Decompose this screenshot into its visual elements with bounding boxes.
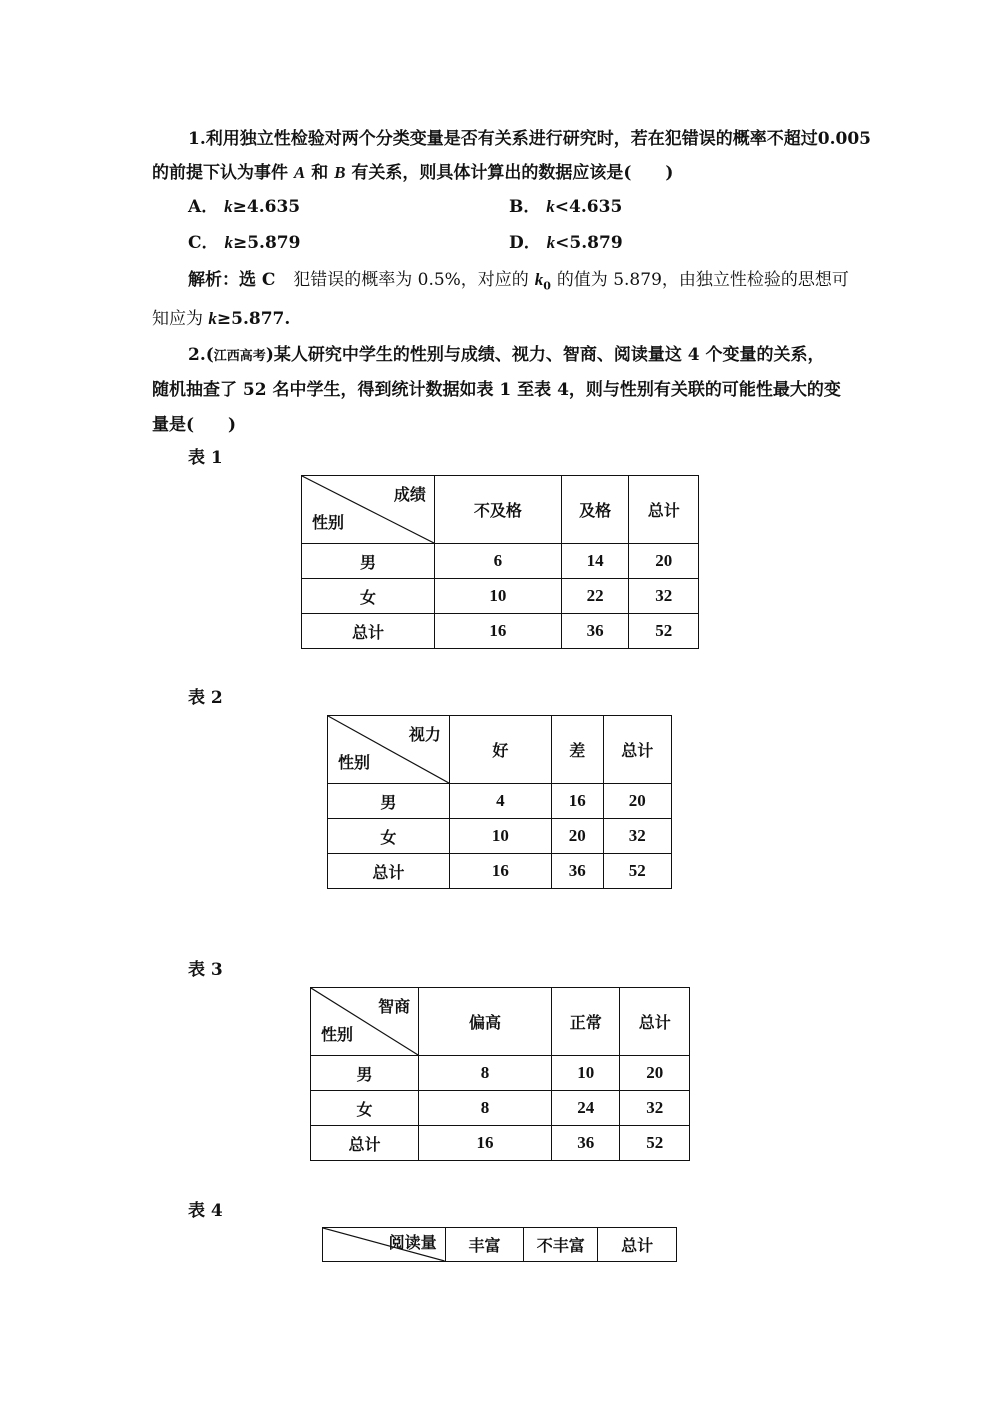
table-3-caption: 表 3 xyxy=(188,960,223,980)
table-4 xyxy=(322,1227,677,1262)
q1-analysis-line-1: 解析：选 C 犯错误的概率为 0.5%，对应的 $k_0$ 的值为 5.879，由独立性检验的思想可 xyxy=(188,270,849,293)
table-row: 总计 16 36 52 xyxy=(311,1126,690,1161)
q1-line-2-b: 和 xyxy=(311,163,329,183)
table-row: 总计 16 36 52 xyxy=(328,854,672,889)
table-2-col-header: 总计 xyxy=(603,716,671,784)
table-3-col-header: 正常 xyxy=(551,988,620,1056)
table-2 xyxy=(327,715,672,889)
q1-line-2-a: 的前提下认为事件 xyxy=(152,163,288,183)
q2-line-2: 随机抽查了 52 名中学生，得到统计数据如表 1 至表 4，则与性别有关联的可能性最大的变 xyxy=(152,380,841,400)
table-3-col-header: 总计 xyxy=(620,988,690,1056)
table-2-caption: 表 2 xyxy=(188,688,223,708)
table-row: 男 6 14 20 xyxy=(302,544,699,579)
option-d: D． k<5.879 xyxy=(509,233,623,253)
table-4-col-header: 总计 xyxy=(598,1228,677,1262)
table-row: 女 10 20 32 xyxy=(328,819,672,854)
q1-line-2 xyxy=(152,158,673,183)
table-3 xyxy=(310,987,690,1161)
option-c: C． k≥5.879 xyxy=(188,233,301,253)
table-4-corner: 阅读量 xyxy=(323,1228,446,1262)
table-1-corner: 成绩 性别 xyxy=(302,476,435,544)
option-a: A． k≥4.635 xyxy=(188,197,301,217)
var-b: B xyxy=(334,163,346,182)
table-3-col-header: 偏高 xyxy=(419,988,552,1056)
table-1-col-header: 及格 xyxy=(561,476,629,544)
table-4-caption: 表 4 xyxy=(188,1201,223,1221)
option-b: B． k<4.635 xyxy=(509,197,623,217)
table-1-col-header: 不及格 xyxy=(434,476,561,544)
table-row: 女 8 24 32 xyxy=(311,1091,690,1126)
q2-line-1: 2.(江西高考)某人研究中学生的性别与成绩、视力、智商、阅读量这 4 个变量的关系， xyxy=(188,345,825,365)
table-1 xyxy=(301,475,699,649)
q1-analysis-line-2: 知应为 k≥5.877. xyxy=(152,309,291,329)
table-2-corner: 视力 性别 xyxy=(328,716,450,784)
table-4-col-header: 不丰富 xyxy=(524,1228,598,1262)
table-1-col-header: 总计 xyxy=(629,476,699,544)
var-a: A xyxy=(293,163,306,182)
table-row: 总计 16 36 52 xyxy=(302,614,699,649)
source-tag: 江西高考 xyxy=(213,349,266,364)
q1-line-2-c: 有关系，则具体计算出的数据应该是( ) xyxy=(351,163,674,183)
q1-line-1: 1.利用独立性检验对两个分类变量是否有关系进行研究时，若在犯错误的概率不超过0.005 xyxy=(188,129,871,149)
analysis-label: 解析：选 C xyxy=(188,270,276,290)
table-row: 女 10 22 32 xyxy=(302,579,699,614)
table-4-col-header: 丰富 xyxy=(445,1228,524,1262)
table-2-col-header: 好 xyxy=(449,716,551,784)
table-2-col-header: 差 xyxy=(551,716,603,784)
table-row: 男 8 10 20 xyxy=(311,1056,690,1091)
q2-line-3: 量是( ) xyxy=(152,415,237,435)
table-1-caption: 表 1 xyxy=(188,448,223,468)
table-row: 男 4 16 20 xyxy=(328,784,672,819)
table-3-corner: 智商 性别 xyxy=(311,988,419,1056)
